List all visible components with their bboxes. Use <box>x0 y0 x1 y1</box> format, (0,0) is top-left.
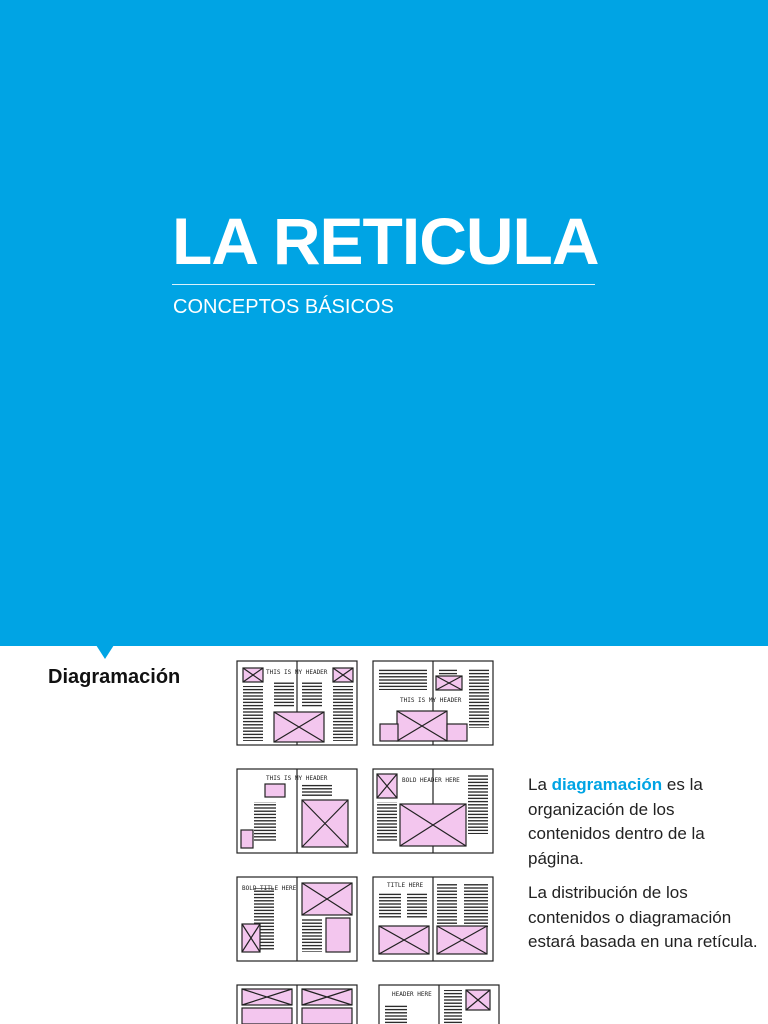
title-divider <box>172 284 595 285</box>
sketch-label-2: THIS IS MY HEADER <box>400 697 462 704</box>
sketch-label-5: BOLD TITLE HERE <box>242 885 297 892</box>
sketch-label-3: THIS IS MY HEADER <box>266 775 328 782</box>
section-pointer <box>96 645 114 659</box>
sketch-label-4: BOLD HEADER HERE <box>402 777 460 784</box>
sketch-label-7: HEADER HERE <box>392 991 432 998</box>
sketch-label-6: TITLE HERE <box>387 882 424 889</box>
section-title: Diagramación <box>48 666 181 688</box>
sketch-spread-7 <box>237 985 357 1024</box>
page-subtitle: CONCEPTOS BÁSICOS <box>173 296 394 318</box>
body-text <box>528 773 758 965</box>
sketch-label-1: THIS IS MY HEADER <box>266 669 328 676</box>
highlight-term: diagramación <box>551 775 663 794</box>
page-title: LA RETICULA <box>172 204 599 278</box>
layout-sketches <box>232 656 502 1024</box>
sketch-spread-6 <box>373 877 493 961</box>
paragraph-grid: La distribución de los contenidos o diagramación estará basada en una retícula. <box>528 883 758 951</box>
paragraph-definition: La diagramación es la organización de los contenidos dentro de la página. <box>528 775 705 868</box>
